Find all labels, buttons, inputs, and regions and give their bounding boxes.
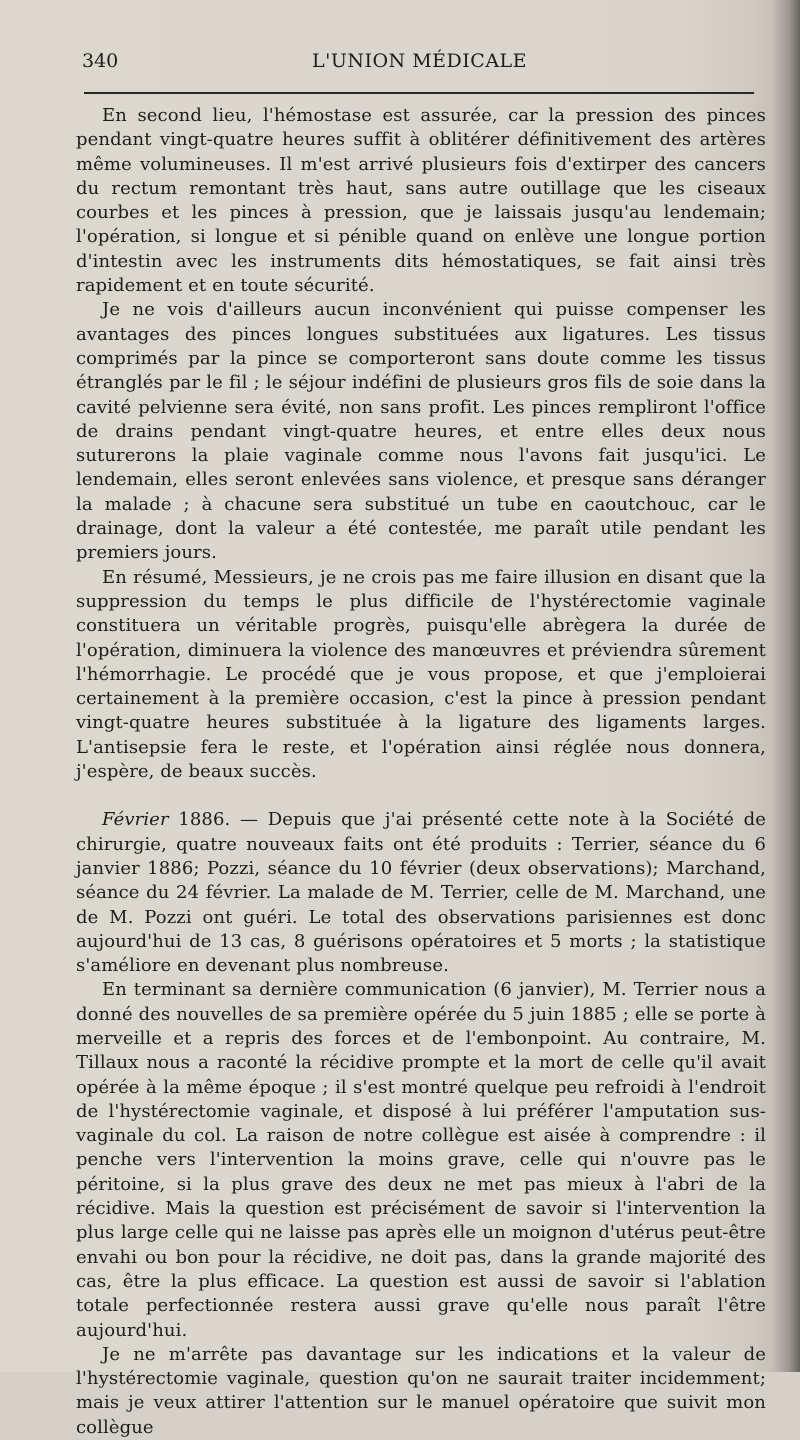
binding-shadow bbox=[772, 0, 800, 1372]
paragraph-hemostasis: En second lieu, l'hémostase est assurée, car la pression des pinces pendant vingt-quatre heures suffit à oblitérer définitivement des artères même volumineuses. Il m'est arrivé plusieurs fois d'extirper des cancers du rectum remontant très haut, sans autre outillage que les ciseaux courbes et les pinces à pression, que je laissais jusqu'au lendemain; l'opération, si longue et si pénible quand on enlève une longue portion d'intestin avec les instruments dits hémostatiques, se fait ainsi très rapidement et en toute sécurité. bbox=[76, 105, 766, 297]
paragraph-advantages: Je ne vois d'ailleurs aucun inconvénient qui puisse compenser les avantages des pinces longues substituées aux ligatures. Les tissus comprimés par la pince se comporteront sans doute comme les tissus étranglés par le fil ; le séjour indéfini de plusieurs gros fils de soie dans la cavité pelvienne sera évité, non sans profit. Les pinces rempliront l'office de drains pendant vingt-quatre heures, et entre elles deux nous suturerons la plaie vaginale comme nous l'avons fait jusqu'ici. Le lendemain, elles seront enlevées sans violence, et presque sans déranger la malade ; à chacune sera substitué un tube en caoutchouc, car le drainage, dont la valeur a été contestée, me paraît utile pendant les premiers jours. bbox=[76, 299, 766, 564]
paragraph-summary: En résumé, Messieurs, je ne crois pas me faire illusion en disant que la suppression du temps le plus difficile de l'hystérectomie vaginale constituera un véritable progrès, puisqu'elle abrègera la durée de l'opération, diminuera la violence des manœuvres et préviendra sûrement l'hémorrhagie. Le procédé que je vous propose, et que j'emploierai certainement à la première occasion, c'est la pince à pression pendant vingt-quatre heures substituée à la ligature des ligaments larges. L'antisepsie fera le reste, et l'opération ainsi réglée nous donnera, j'espère, de beaux succès. bbox=[76, 566, 766, 783]
article-body bbox=[76, 104, 766, 1440]
page-number: 340 bbox=[82, 50, 119, 72]
paragraph-february-note bbox=[76, 808, 766, 978]
header-rule bbox=[84, 92, 754, 94]
page-header bbox=[82, 50, 754, 80]
running-title: L'UNION MÉDICALE bbox=[312, 50, 528, 72]
dateline-month: Février bbox=[102, 809, 169, 831]
paragraph-february-text: 1886. — Depuis que j'ai présenté cette note à la Société de chirurgie, quatre nouveaux faits ont été produits : Terrier, séance du 6 janvier 1886; Pozzi, séance du 10 février (deux observations); Marchand, séance du 24 février. La malade de M. Terrier, celle de M. Marchand, une de M. Pozzi ont guéri. Le total des observations parisiennes est donc aujourd'hui de 13 cas, 8 guérisons opératoires et 5 morts ; la statistique s'améliore en devenant plus nombreuse. bbox=[76, 809, 766, 977]
paragraph-terrier: En terminant sa dernière communication (6 janvier), M. Terrier nous a donné des nouvelles de sa première opérée du 5 juin 1885 ; elle se porte à merveille et a repris des forces et de l'embonpoint. Au contraire, M. Tillaux nous a raconté la récidive prompte et la mort de celle qu'il avait opérée à la même époque ; il s'est montré quelque peu refroidi à l'endroit de l'hystérectomie vaginale, et disposé à lui préférer l'amputation sus-vaginale du col. La raison de notre collègue est aisée à comprendre : il penche vers l'intervention la moins grave, celle qui n'ouvre pas le péritoine, si la plus grave des deux ne met pas mieux à l'abri de la récidive. Mais la question est précisément de savoir si l'intervention la plus large celle qui ne laisse pas après elle un moignon d'utérus peut-être envahi ou bon pour la récidive, ne doit pas, dans la grande majorité des cas, être la plus efficace. La question est aussi de savoir si l'ablation totale perfectionnée restera aussi grave qu'elle nous paraît l'être aujourd'hui. bbox=[76, 979, 766, 1341]
paragraph-conclusion: Je ne m'arrête pas davantage sur les indications et la valeur de l'hystérectomie vaginale, question qu'on ne saurait traiter incidemment; mais je veux attirer l'attention sur le manuel opératoire que suivit mon collègue bbox=[76, 1343, 766, 1438]
